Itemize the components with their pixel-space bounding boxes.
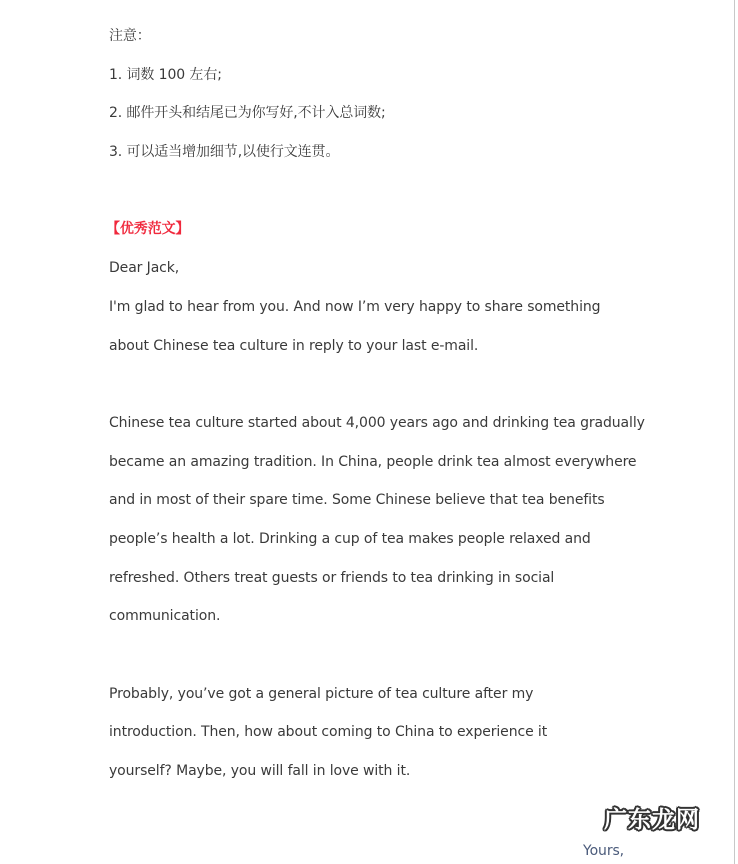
letter-line: became an amazing tradition. In China, people drink tea almost everywhere [109, 454, 637, 470]
watermark-logo: 广东龙网 [604, 807, 700, 833]
letter-line: Chinese tea culture started about 4,000 years ago and drinking tea gradually [109, 415, 645, 431]
letter-line: communication. [109, 608, 221, 624]
letter-line: yourself? Maybe, you will fall in love with it. [109, 763, 411, 779]
note-item: 1. 词数 100 左右; [109, 67, 222, 83]
note-item: 3. 可以适当增加细节,以使行文连贯。 [109, 144, 340, 160]
letter-line: Probably, you’ve got a general picture of tea culture after my [109, 686, 534, 702]
page-edge [734, 0, 735, 864]
note-item: 2. 邮件开头和结尾已为你写好,不计入总词数; [109, 105, 386, 121]
letter-closing: Yours, [583, 843, 625, 859]
letter-line: I'm glad to hear from you. And now I’m very happy to share something [109, 299, 601, 315]
letter-line: and in most of their spare time. Some Chinese believe that tea benefits [109, 492, 605, 508]
letter-line: refreshed. Others treat guests or friends to tea drinking in social [109, 570, 555, 586]
notes-heading: 注意： [109, 28, 151, 44]
letter-line: introduction. Then, how about coming to China to experience it [109, 724, 548, 740]
letter-greeting: Dear Jack, [109, 260, 180, 276]
sample-essay-label: 【优秀范文】 [106, 221, 190, 237]
letter-line: people’s health a lot. Drinking a cup of tea makes people relaxed and [109, 531, 591, 547]
letter-line: about Chinese tea culture in reply to your last e-mail. [109, 338, 479, 354]
